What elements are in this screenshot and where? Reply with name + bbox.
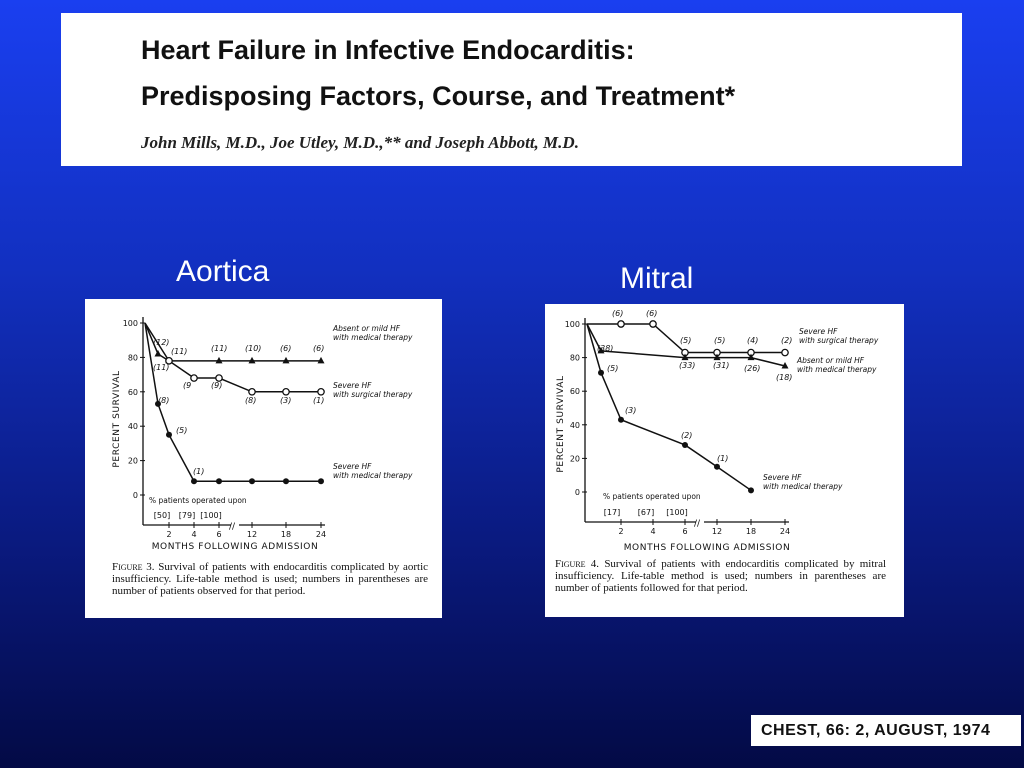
aortic-y-tick-label: 100 <box>122 319 138 328</box>
aortic-x-tick-label: 6 <box>216 530 222 539</box>
mitral-y-tick-label: 80 <box>569 353 580 363</box>
aortic-patient-count: (1) <box>313 396 325 405</box>
aortic-y-tick-label: 0 <box>132 491 138 500</box>
aortic-patient-count: (8) <box>158 396 170 405</box>
aortic-x-tick-label: 4 <box>191 530 197 539</box>
mitral-survival-figure <box>545 304 904 617</box>
aortic-x-tick-label: 18 <box>280 530 292 539</box>
mitral-x-tick-label: 18 <box>745 527 757 536</box>
mitral-patient-count: (6) <box>612 309 624 318</box>
aortic-y-axis-label: PERCENT SURVIVAL <box>112 370 122 468</box>
mitral-panel-label: Mitral <box>620 262 694 295</box>
mitral-survival-chart <box>545 304 904 558</box>
aortic-filled-circle-marker <box>191 478 197 484</box>
mitral-y-tick-label: 100 <box>564 320 580 329</box>
mitral-patient-count: (33) <box>679 361 696 370</box>
article-authors: John Mills, M.D., Joe Utley, M.D.,** and Joseph Abbott, M.D. <box>141 133 579 152</box>
aortic-series-annotation-line-2: with medical therapy <box>333 333 413 342</box>
aortic-series-annotation-line-1: Absent or mild HF <box>333 324 401 333</box>
mitral-x-tick-label: 24 <box>779 527 791 536</box>
aortic-patient-count: (12) <box>153 338 170 347</box>
aortic-figure-caption <box>112 561 428 597</box>
journal-citation: CHEST, 66: 2, AUGUST, 1974 <box>751 715 1021 746</box>
aortic-patient-count: (11) <box>153 363 170 372</box>
aortic-series-line-2 <box>145 323 321 392</box>
mitral-patient-count: (31) <box>713 361 730 370</box>
mitral-filled-circle-marker <box>598 370 604 376</box>
aortic-series-annotation-line-1: Severe HF <box>333 381 372 390</box>
aortic-filled-circle-marker <box>283 478 289 484</box>
aortic-y-tick-label: 20 <box>127 456 138 466</box>
aortic-survival-figure <box>85 299 442 618</box>
mitral-y-tick-label: 40 <box>569 420 580 430</box>
mitral-filled-circle-marker <box>618 417 624 423</box>
aortic-open-circle-marker <box>318 389 324 395</box>
mitral-patient-count: (5) <box>607 364 619 373</box>
mitral-x-tick-label: 2 <box>618 527 624 536</box>
mitral-patient-count: (5) <box>714 336 726 345</box>
mitral-x-tick-label: 4 <box>650 527 656 536</box>
mitral-patient-count: (4) <box>747 336 759 345</box>
aortic-patient-count: (3) <box>280 396 292 405</box>
aortic-x-tick-label: 24 <box>315 530 327 539</box>
aortic-filled-circle-marker <box>216 478 222 484</box>
mitral-series-annotation-line-2: with surgical therapy <box>799 336 879 345</box>
aortic-series-annotation-line-1: Severe HF <box>333 462 372 471</box>
mitral-operated-label: % patients operated upon <box>603 492 701 501</box>
aortic-triangle-marker <box>318 357 325 364</box>
mitral-series-annotation-line-2: with medical therapy <box>797 365 877 374</box>
mitral-y-tick-label: 60 <box>569 387 580 397</box>
mitral-open-circle-marker <box>782 349 788 355</box>
mitral-figure-caption <box>555 558 886 594</box>
mitral-y-tick-label: 20 <box>569 454 580 464</box>
aortic-open-circle-marker <box>191 375 197 381</box>
mitral-patient-count: (2) <box>781 336 793 345</box>
aortic-y-tick-label: 80 <box>127 353 138 363</box>
mitral-x-tick-label: 6 <box>682 527 688 536</box>
mitral-patient-count: (26) <box>744 364 761 373</box>
mitral-series-annotation-line-1: Severe HF <box>763 473 802 482</box>
mitral-x-axis-label: MONTHS FOLLOWING ADMISSION <box>623 543 791 553</box>
aortic-operated-value: [100] <box>200 511 222 520</box>
aortic-filled-circle-marker <box>318 478 324 484</box>
mitral-operated-value: [67] <box>637 508 655 517</box>
aortic-y-tick-label: 40 <box>127 422 138 432</box>
aortic-patient-count: (9 <box>183 381 192 390</box>
aortic-x-axis-label: MONTHS FOLLOWING ADMISSION <box>151 542 319 552</box>
aortic-patient-count: (1) <box>193 467 205 476</box>
mitral-operated-value: [100] <box>666 508 688 517</box>
mitral-x-axis-break: // <box>694 519 701 529</box>
mitral-series-annotation-line-1: Absent or mild HF <box>797 356 865 365</box>
mitral-patient-count: (2) <box>681 431 693 440</box>
aortic-patient-count: (10) <box>245 344 262 353</box>
aortic-operated-value: [79] <box>178 511 196 520</box>
article-title-line-2: Predisposing Factors, Course, and Treatment* <box>141 81 736 111</box>
mitral-filled-circle-marker <box>714 464 720 470</box>
aortic-triangle-marker <box>283 357 290 364</box>
article-title-box <box>61 13 962 166</box>
aortic-patient-count: (11) <box>211 344 228 353</box>
aortic-triangle-marker <box>216 357 223 364</box>
mitral-series-annotation-line-1: Severe HF <box>799 327 838 336</box>
aortic-operated-value: [50] <box>153 511 171 520</box>
aortic-filled-circle-marker <box>166 432 172 438</box>
aortic-patient-count: (11) <box>171 347 188 356</box>
aortic-open-circle-marker <box>249 389 255 395</box>
mitral-caption-text: Survival of patients with endocarditis complicated by mitral insufficiency. Life-table method is used; numbers in parentheses are number of patients followed for that period. <box>555 558 887 594</box>
aortic-operated-label: % patients operated upon <box>149 496 247 505</box>
mitral-x-tick-label: 12 <box>711 527 723 536</box>
mitral-y-tick-label: 0 <box>574 488 580 497</box>
aortic-triangle-marker <box>155 350 162 357</box>
mitral-filled-circle-marker <box>748 487 754 493</box>
aortic-filled-circle-marker <box>249 478 255 484</box>
aortic-series-annotation-line-2: with medical therapy <box>333 471 413 480</box>
aortic-x-tick-label: 2 <box>166 530 172 539</box>
aortic-panel-label: Aortica <box>176 255 270 288</box>
mitral-patient-count: (3) <box>625 406 637 415</box>
mitral-patient-count: (6) <box>646 309 658 318</box>
mitral-series-annotation-line-2: with medical therapy <box>763 482 843 491</box>
aortic-x-axis-break: // <box>229 522 236 532</box>
aortic-patient-count: (6) <box>280 344 292 353</box>
mitral-filled-circle-marker <box>682 442 688 448</box>
aortic-open-circle-marker <box>283 389 289 395</box>
aortic-survival-chart <box>85 299 442 561</box>
aortic-patient-count: (8) <box>245 396 257 405</box>
aortic-patient-count: (9) <box>211 381 223 390</box>
aortic-triangle-marker <box>249 357 256 364</box>
mitral-patient-count: (5) <box>680 336 692 345</box>
aortic-patient-count: (6) <box>313 344 325 353</box>
mitral-patient-count: (1) <box>717 454 729 463</box>
aortic-y-tick-label: 60 <box>127 387 138 397</box>
mitral-caption-lead: Figure 4. <box>555 558 600 570</box>
aortic-caption-text: Survival of patients with endocarditis complicated by aortic insufficiency. Life-table method is used; numbers in parentheses are number of patients observed for that period. <box>112 561 429 597</box>
aortic-series-annotation-line-2: with surgical therapy <box>333 390 413 399</box>
aortic-caption-lead: Figure 3. <box>112 561 155 573</box>
mitral-operated-value: [17] <box>603 508 621 517</box>
mitral-patient-count: (38) <box>597 344 614 353</box>
mitral-open-circle-marker <box>618 321 624 327</box>
article-title-line-1: Heart Failure in Infective Endocarditis: <box>141 35 635 65</box>
mitral-y-axis-label: PERCENT SURVIVAL <box>556 375 566 473</box>
aortic-x-tick-label: 12 <box>246 530 258 539</box>
mitral-patient-count: (18) <box>776 373 793 382</box>
mitral-open-circle-marker <box>650 321 656 327</box>
aortic-patient-count: (5) <box>176 426 188 435</box>
